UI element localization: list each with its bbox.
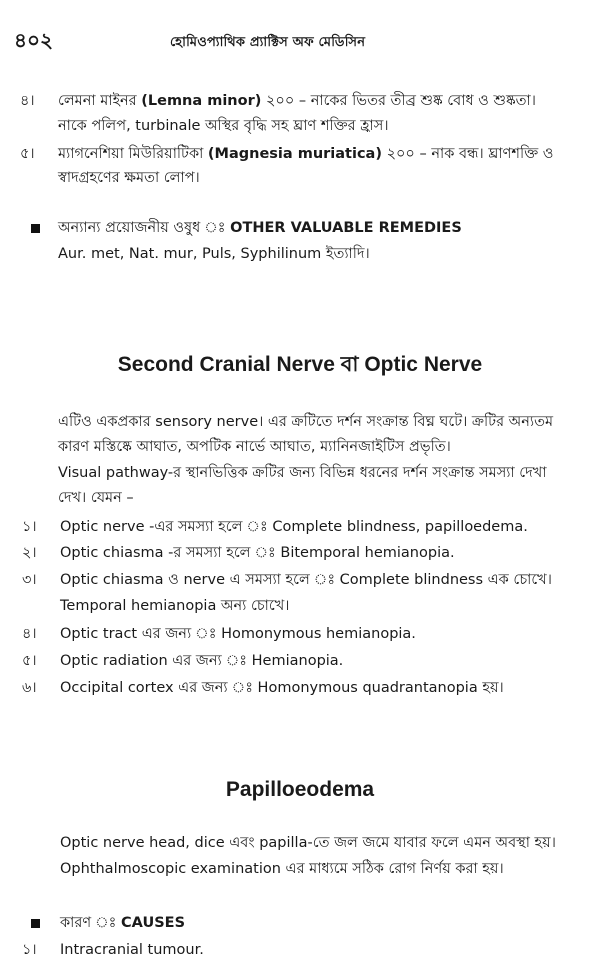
remedy-number: ৪।: [20, 93, 35, 109]
list-item: Optic chiasma -র সমস্যা হলে ঃ Bitemporal hemianopia.: [60, 545, 455, 561]
causes-label: কারণ ঃ CAUSES: [60, 915, 186, 931]
remedy-line: লেমনা মাইনর (Lemna minor) ২০০ – নাকের ভিতর তীব্র শুষ্ক বোধ ও শুষ্কতা।: [58, 93, 536, 109]
paragraph-line: Ophthalmoscopic examination এর মাধ্যমে সঠিক রোগ নির্ণয় করা হয়।: [60, 861, 504, 877]
paragraph-line: দেখ। যেমন –: [58, 490, 134, 506]
list-item: Optic radiation এর জন্য ঃ Hemianopia.: [60, 653, 344, 669]
other-remedies-list: Aur. met, Nat. mur, Puls, Syphilinum ইত্যাদি।: [58, 246, 370, 262]
paragraph-line: Visual pathway-র স্থানভিত্তিক ক্রটির জন্য বিভিন্ন ধরনের দর্শন সংক্রান্ত সমস্যা দেখা: [58, 465, 547, 481]
list-number: ৫।: [22, 653, 37, 669]
paragraph-line: এটিও একপ্রকার sensory nerve। এর ক্রটিতে দর্শন সংক্রান্ত বিঘ্ন ঘটে। ক্রটির অন্যতম: [58, 414, 554, 430]
square-bullet-icon: [31, 224, 40, 233]
page-number: ৪০২: [14, 28, 53, 52]
section-heading: Papilloeodema: [225, 778, 375, 801]
list-number: ২।: [22, 545, 37, 561]
list-number: ৩।: [22, 572, 37, 588]
paragraph-line: Optic nerve head, dice এবং papilla-তে জল জমে যাবার ফলে এমন অবস্থা হয়।: [60, 835, 556, 851]
remedy-line: ম্যাগনেশিয়া মিউরিয়াটিকা (Magnesia muriatica) ২০০ – নাক বন্ধ। ঘ্রাণশক্তি ও: [58, 146, 554, 162]
remedy-line: নাকে পলিপ, turbinale অস্থির বৃদ্ধি সহ ঘ্রাণ শক্তির হ্রাস।: [58, 118, 389, 134]
list-item: Temporal hemianopia অন্য চোখে।: [60, 598, 290, 614]
other-remedies-label: অন্যান্য প্রয়োজনীয় ওষুধ ঃ OTHER VALUABLE REMEDIES: [58, 220, 462, 236]
list-item: Occipital cortex এর জন্য ঃ Homonymous quadrantanopia হয়।: [60, 680, 504, 696]
list-item: Optic nerve -এর সমস্যা হলে ঃ Complete blindness, papilloedema.: [60, 519, 528, 535]
list-item: Optic chiasma ও nerve এ সমস্যা হলে ঃ Complete blindness এক চোখে।: [60, 572, 552, 588]
remedy-line: স্বাদগ্রহণের ক্ষমতা লোপ।: [58, 170, 200, 186]
square-bullet-icon: [31, 919, 40, 928]
list-number: ৬।: [22, 680, 37, 696]
list-item: Optic tract এর জন্য ঃ Homonymous hemianopia.: [60, 626, 416, 642]
list-item: Intracranial tumour.: [60, 942, 204, 958]
remedy-number: ৫।: [20, 146, 35, 162]
paragraph-line: কারণ মস্তিষ্কে আঘাত, অপটিক নার্ভে আঘাত, ম্যানিনজাইটিস প্রভৃতি।: [58, 439, 451, 455]
list-number: ১।: [22, 519, 37, 535]
running-title: হোমিওপ্যাথিক প্র্যাক্টিস অফ মেডিসিন: [170, 35, 366, 50]
list-number: ১।: [22, 942, 37, 958]
list-number: ৪।: [22, 626, 37, 642]
section-heading: Second Cranial Nerve বা Optic Nerve: [117, 353, 483, 376]
